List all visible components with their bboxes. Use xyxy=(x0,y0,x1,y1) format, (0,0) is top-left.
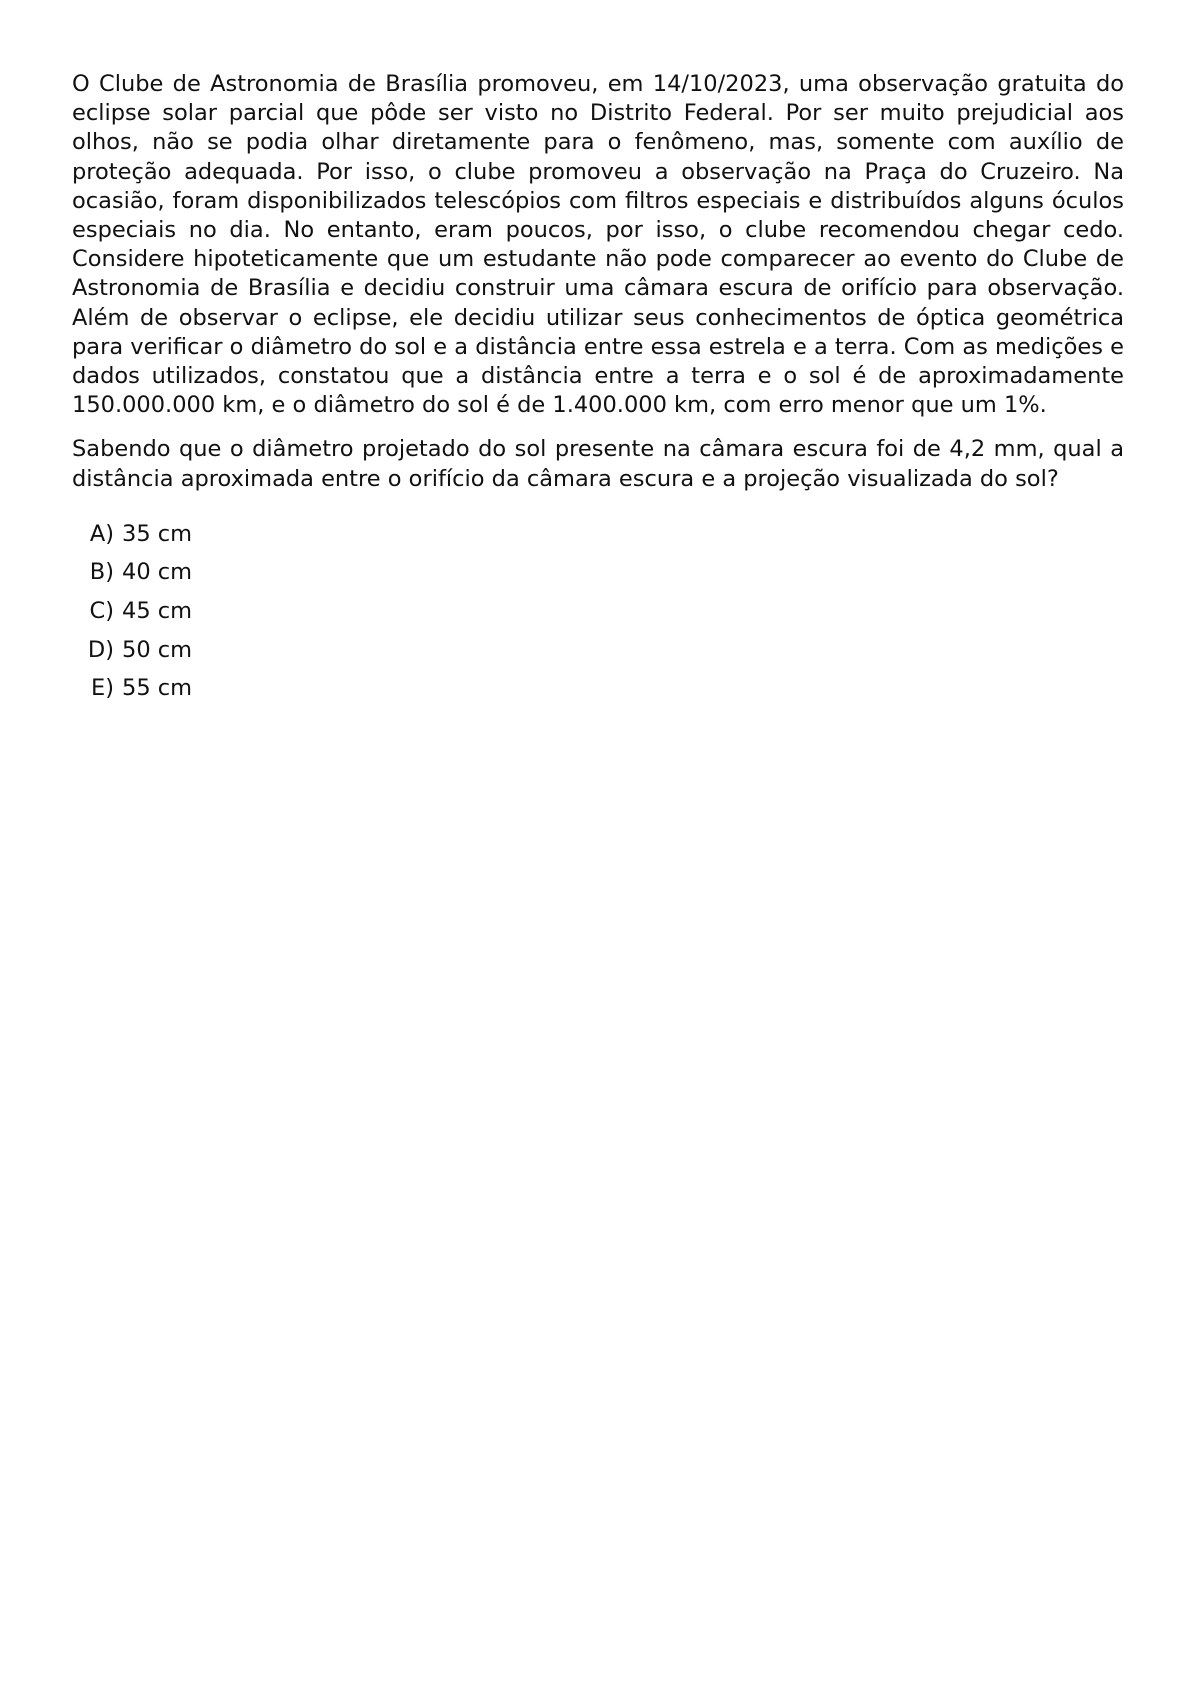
question-statement: O Clube de Astronomia de Brasília promoveu, em 14/10/2023, uma observação gratuita do eclipse solar parcial que pôde ser visto no Distrito Federal. Por ser muito prejudicial aos olhos, não se podia olhar diretamente para o fenômeno, mas, somente com auxílio de proteção adequada. Por isso, o clube promoveu a observação na Praça do Cruzeiro. Na ocasião, foram disponibilizados telescópios com filtros especiais e distribuídos alguns óculos especiais no dia. No entanto, eram poucos, por isso, o clube recomendou chegar cedo. Considere hipoteticamente que um estudante não pode comparecer ao evento do Clube de Astronomia de Brasília e decidiu construir uma câmara escura de orifício para observação. Além de observar o eclipse, ele decidiu utilizar seus conhecimentos de óptica geométrica para verificar o diâmetro do sol e a distância entre essa estrela e a terra. Com as medições e dados utilizados, constatou que a distância entre a terra e o sol é de aproximadamente 150.000.000 km, e o diâmetro do sol é de 1.400.000 km, com erro menor que um 1%. xyxy=(72,71,1124,419)
option-text: 45 cm xyxy=(122,598,193,625)
option-letter: D) xyxy=(87,636,114,663)
option-letter: C) xyxy=(89,598,114,625)
option-text: 35 cm xyxy=(122,520,193,547)
option-letter: B) xyxy=(89,559,114,586)
answer-option-c[interactable] xyxy=(72,597,1124,636)
question-prompt: Sabendo que o diâmetro projetado do sol presente na câmara escura foi de 4,2 mm, qual a distância aproximada entre o orifício da câmara escura e a projeção visualizada do sol? xyxy=(72,436,1124,492)
option-text: 40 cm xyxy=(122,559,193,586)
answer-options xyxy=(72,520,1124,713)
option-letter: A) xyxy=(89,520,114,547)
option-text: 55 cm xyxy=(122,675,193,702)
answer-option-e[interactable] xyxy=(72,674,1124,713)
answer-option-d[interactable] xyxy=(72,636,1124,675)
option-text: 50 cm xyxy=(122,636,193,663)
question-page xyxy=(72,70,1124,713)
option-letter: E) xyxy=(91,675,114,702)
answer-option-a[interactable] xyxy=(72,520,1124,559)
answer-option-b[interactable] xyxy=(72,558,1124,597)
